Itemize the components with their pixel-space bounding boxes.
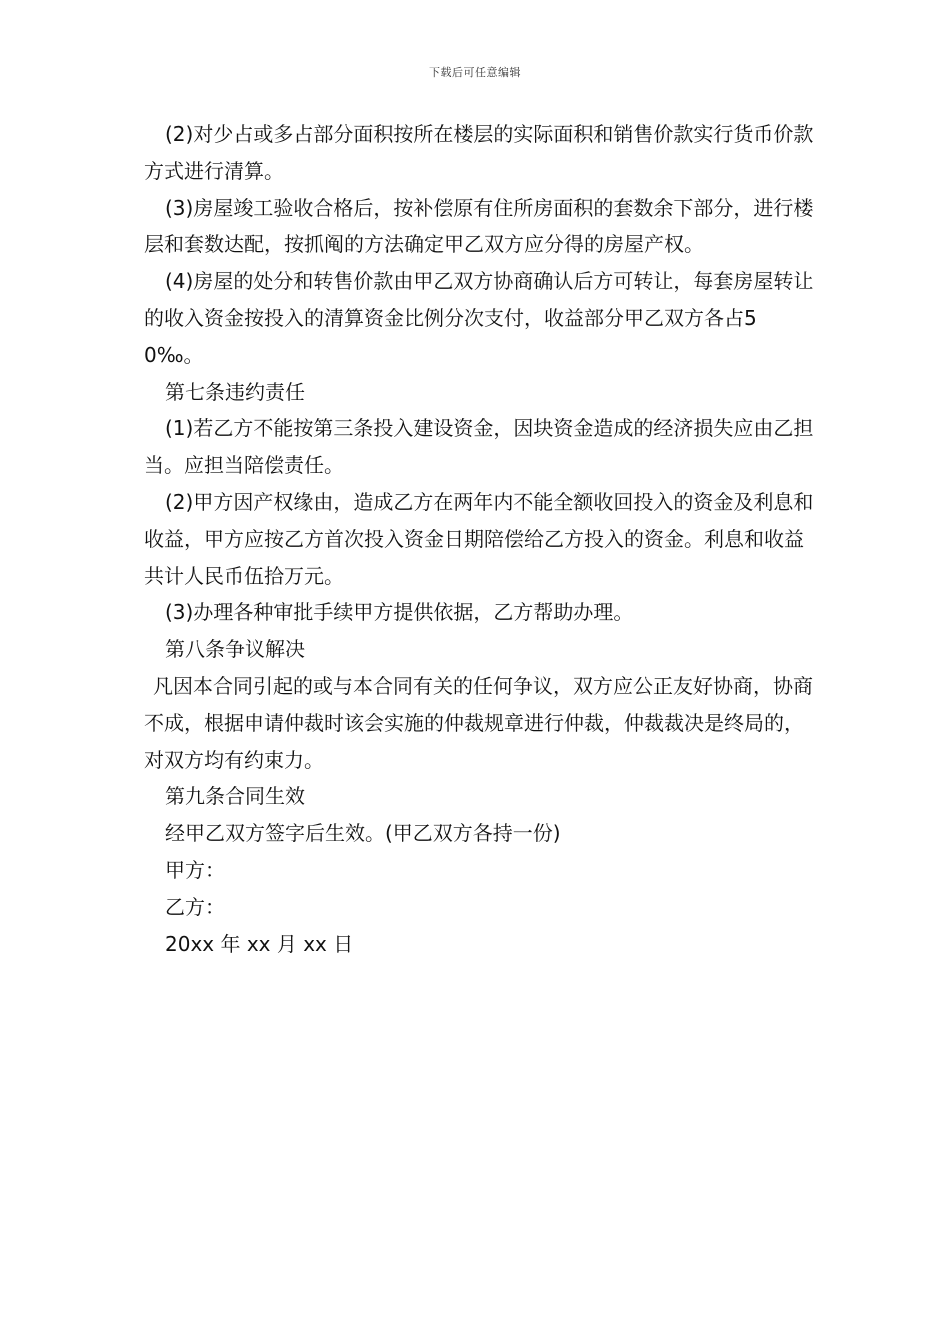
- clause-paragraph: (1)若乙方不能按第三条投入建设资金，因块资金造成的经济损失应由乙担当。应担当陪偿责任。: [144, 416, 814, 478]
- clause-paragraph: (3)房屋竣工验收合格后，按补偿原有住所房面积的套数余下部分，进行楼层和套数达配，按抓阄的方法确定甲乙双方应分得的房屋产权。: [144, 195, 814, 257]
- party-a-signature-line: 甲方：: [165, 857, 225, 882]
- party-b-signature-line: 乙方：: [165, 894, 225, 919]
- section-heading: 第七条违约责任: [165, 379, 305, 404]
- clause-paragraph: (2)甲方因产权缘由，造成乙方在两年内不能全额收回投入的资金及利息和收益，甲方应按乙方首次投入资金日期陪偿给乙方投入的资金。利息和收益共计人民币伍拾万元。: [144, 489, 814, 588]
- section-heading: 第八条争议解决: [165, 637, 305, 662]
- clause-paragraph: 凡因本合同引起的或与本合同有关的任何争议，双方应公正友好协商，协商不成，根据申请仲裁时该会实施的仲裁规章进行仲裁，仲裁裁决是终局的，对双方均有约束力。: [144, 673, 813, 772]
- clause-paragraph: (4)房屋的处分和转售价款由甲乙双方协商确认后方可转让，每套房屋转让的收入资金按投入的清算资金比例分次支付，收益部分甲乙双方各占50‰。: [144, 269, 814, 367]
- clause-paragraph: (2)对少占或多占部分面积按所在楼层的实际面积和销售价款实行货币价款方式进行清算。: [144, 122, 814, 183]
- document-body: [144, 116, 814, 962]
- clause-paragraph: 经甲乙双方签字后生效。(甲乙双方各持一份): [165, 821, 561, 846]
- date-line: 20xx 年 xx 月 xx 日: [165, 931, 354, 956]
- section-heading: 第九条合同生效: [165, 784, 305, 809]
- clause-paragraph: (3)办理各种审批手续甲方提供依据，乙方帮助办理。: [165, 600, 634, 625]
- page-header: 下载后可任意编辑: [429, 66, 521, 79]
